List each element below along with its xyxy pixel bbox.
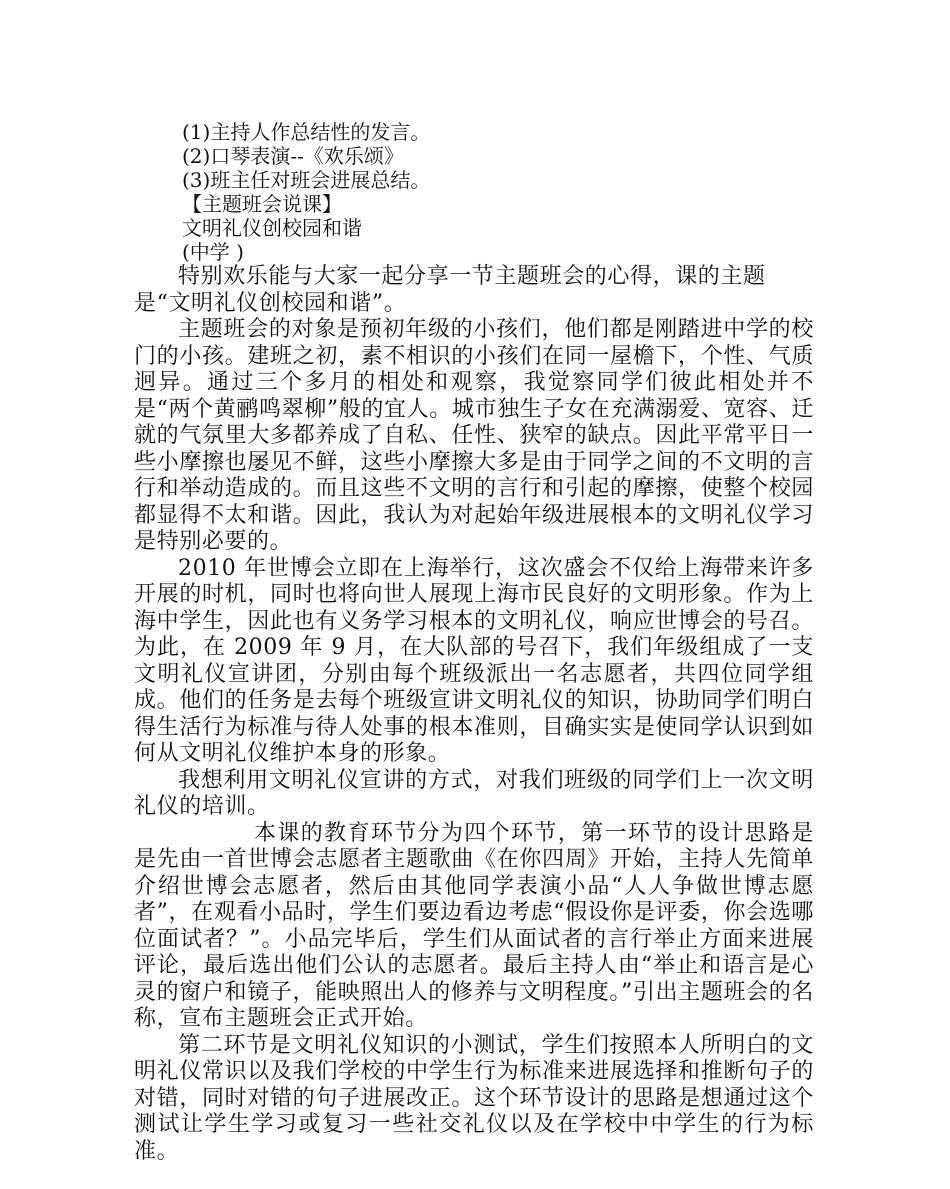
- section-heading: 【主题班会说课】: [182, 192, 342, 216]
- paragraph-audience: 主题班会的对象是预初年级的小孩们，他们都是刚踏进中学的校门的小孩。建班之初，素不相识的小孩们在同一屋檐下，个性、气质迥异。通过三个多月的相处和观察，我觉察同学们彼此相处并不是“两个黄鹂鸣翠柳”般的宜人。城市独生子女在充满溺爱、宽容、迁就的气氛里大多都养成了自私、任性、狭窄的缺点。因此平常平日一些小摩擦也屡见不鲜，这些小摩擦大多是由于同学之间的不文明的言行和举动造成的。而且这些不文明的言行和引起的摩擦，使整个校园都显得不太和谐。因此，我认为对起始年级进展根本的文明礼仪学习是特别必要的。: [134, 317, 814, 554]
- school-name: (中学 ): [182, 240, 244, 264]
- paragraph-intro: 特别欢乐能与大家一起分享一节主题班会的心得，课的主题是“文明礼仪创校园和谐”。: [134, 264, 766, 316]
- paragraph-plan: 我想利用文明礼仪宣讲的方式，对我们班级的同学们上一次文明礼仪的培训。: [134, 767, 814, 819]
- closing-item-2: (2)口琴表演--《欢乐颂》: [182, 144, 404, 168]
- paragraph-expo: 2010 年世博会立即在上海举行，这次盛会不仅给上海带来许多开展的时机，同时也将向世人展现上海市民良好的文明形象。作为上海中学生，因此也有义务学习根本的文明礼仪，响应世博会的号召。为此，在 2009 年 9 月，在大队部的号召下，我们年级组成了一支文明礼仪宣讲团，分别由每个班级派出一名志愿者，共四位同学组成。他们的任务是去每个班级宣讲文明礼仪的知识，协助同学们明白得生活行为标准与待人处事的根本准则，目确实实是使同学认识到如何从文明礼仪维护本身的形象。: [134, 555, 814, 766]
- document-page: [134, 120, 814, 1165]
- closing-item-3: (3)班主任对班会进展总结。: [182, 168, 431, 192]
- closing-item-1: (1)主持人作总结性的发言。: [182, 120, 431, 144]
- lesson-title: 文明礼仪创校园和谐: [182, 216, 362, 240]
- paragraph-stage-two: 第二环节是文明礼仪知识的小测试，学生们按照本人所明白的文明礼仪常识以及我们学校的中学生行为标准来进展选择和推断句子的对错，同时对错的句子进展改正。这个环节设计的思路是想通过这个测试让学生学习或复习一些社交礼仪以及在学校中中学生的行为标准。: [134, 1032, 814, 1164]
- paragraph-stage-one: 本课的教育环节分为四个环节，第一环节的设计思路是是先由一首世博会志愿者主题歌曲《在你四周》开始，主持人先简单介绍世博会志愿者，然后由其他同学表演小品“人人争做世博志愿者”，在观看小品时，学生们要边看边考虑“假设你是评委，你会选哪位面试者？”。小品完毕后，学生们从面试者的言行举止方面来进展评论，最后选出他们公认的志愿者。最后主持人由“举止和语言是心灵的窗户和镜子，能映照出人的修养与文明程度。”引出主题班会的名称，宣布主题班会正式开始。: [134, 820, 814, 1031]
